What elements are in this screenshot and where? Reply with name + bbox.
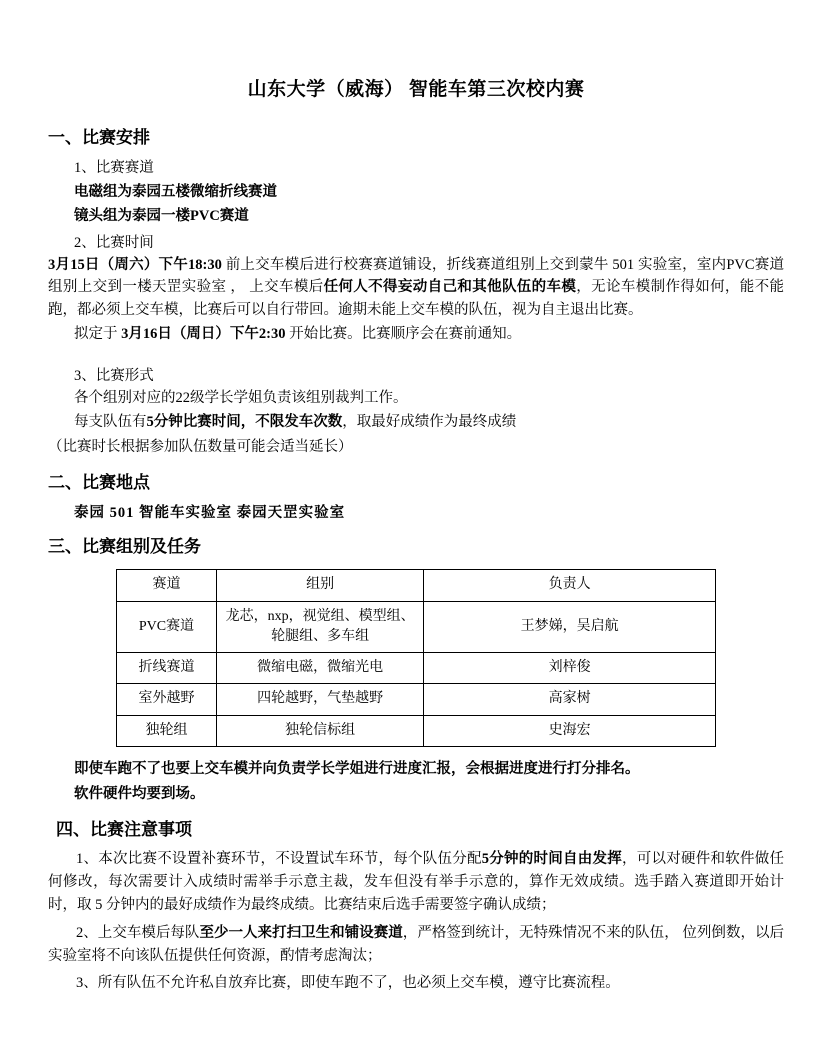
table-cell-owner: 史海宏	[424, 715, 716, 746]
table-row	[117, 653, 716, 684]
format-time-suffix: ，取最好成绩作为最终成绩	[342, 414, 517, 431]
table-header-group: 组别	[216, 570, 423, 601]
submit-deadline-text-b: ，无论车模制作得如何，能不能跑，都必须上交车模，比赛后可以自行带回。逾期未能上交车模的队伍，视为自主退出比赛。	[48, 279, 785, 318]
note-2-text-a: 2、上交车模后每队	[76, 924, 200, 941]
note-1-text-a: 1、本次比赛不设置补赛环节，不设置试车环节，每个队伍分配	[76, 851, 482, 868]
table-cell-owner: 高家树	[424, 684, 716, 715]
note-item-2	[48, 922, 784, 968]
table-row	[117, 601, 716, 653]
page-title: 山东大学（威海） 智能车第三次校内赛	[247, 79, 585, 100]
note-1-text-b: ，可以对硬件和软件做任何修改，每次需要计入成绩时需举手示意主裁，发车但没有举手示意的，算作无效成绩。选手踏入赛道即开始计时，取 5 分钟内的最好成绩作为最终成绩。比赛结束后选手需要签字确认成绩；	[48, 851, 784, 914]
no-tamper-warning: 任何人不得妄动自己和其他队伍的车模	[323, 279, 577, 296]
groups-table	[116, 569, 716, 747]
table-cell-owner: 刘梓俊	[424, 653, 716, 684]
section-one-item1-label: 1、比赛赛道	[74, 160, 154, 176]
table-cell-track: 折线赛道	[117, 653, 217, 684]
submit-deadline-text-a: 前上交车模后进行校赛赛道铺设，折线赛道组别上交到蒙牛 501 实验室，室内PVC赛道组别上交到一楼天罡实验室 ， 上交车模后	[48, 257, 785, 296]
note-item-1	[48, 848, 784, 918]
note-1-bold: 5分钟的时间自由发挥	[481, 851, 622, 868]
competition-location: 泰园 501 智能车实验室 泰园天罡实验室	[74, 505, 346, 522]
note-2-bold: 至少一人来打扫卫生和铺设赛道	[199, 924, 403, 941]
note-2-text-b: ，严格签到统计，无特殊情况不来的队伍， 位列倒数，以后实验室将不向该队伍提供任何资源，酌情考虑淘汰；	[48, 924, 785, 964]
table-row	[117, 684, 716, 715]
track-line-electromagnetic: 电磁组为泰园五楼微缩折线赛道	[74, 184, 277, 200]
table-cell-group: 独轮信标组	[216, 715, 423, 746]
section-heading-three: 三、比赛组别及任务	[48, 537, 201, 557]
table-header-row	[117, 570, 716, 601]
note-item-3	[48, 972, 784, 995]
table-cell-group: 龙芯，nxp，视觉组、模型组、轮腿组、多车组	[216, 601, 423, 653]
table-cell-track: 独轮组	[117, 715, 217, 746]
start-date: 3月16日（周日）下午2:30	[121, 326, 286, 343]
start-suffix: 开始比赛。比赛顺序会在赛前通知。	[285, 326, 522, 343]
table-cell-owner: 王梦娣，吴启航	[424, 601, 716, 653]
hardware-software-notice: 软件硬件均要到场。	[74, 786, 205, 803]
format-time-note	[74, 411, 784, 433]
format-referee-note: 各个组别对应的22级学长学姐负责该组别裁判工作。	[74, 389, 408, 406]
table-row	[117, 715, 716, 746]
start-prefix: 拟定于	[74, 326, 122, 343]
note-3-text: 3、所有队伍不允许私自放弃比赛，即使车跑不了，也必须上交车模，遵守比赛流程。	[76, 975, 620, 991]
table-header-owner: 负责人	[424, 570, 716, 601]
format-extend-note: （比赛时长根据参加队伍数量可能会适当延长）	[48, 438, 353, 455]
progress-report-notice: 即使车跑不了也要上交车模并向负责学长学姐进行进度汇报，会根据进度进行打分排名。	[74, 761, 640, 778]
table-cell-group: 微缩电磁，微缩光电	[216, 653, 423, 684]
table-header-track: 赛道	[117, 570, 217, 601]
format-time-bold: 5分钟比赛时间，不限发车次数	[146, 414, 343, 431]
section-heading-two: 二、比赛地点	[48, 473, 150, 493]
table-cell-track: 室外越野	[117, 684, 217, 715]
competition-time-paragraph	[48, 254, 784, 321]
section-one-item3-label: 3、比赛形式	[74, 367, 154, 384]
table-cell-track: PVC赛道	[117, 601, 217, 653]
track-line-camera: 镜头组为泰园一楼PVC赛道	[74, 208, 249, 224]
competition-start-paragraph	[74, 323, 784, 345]
section-heading-one: 一、比赛安排	[48, 128, 150, 147]
section-heading-four: 四、比赛注意事项	[56, 820, 192, 840]
submit-deadline-date: 3月15日（周六）下午18:30	[48, 257, 222, 273]
section-one-item2-label: 2、比赛时间	[74, 235, 154, 251]
table-cell-group: 四轮越野，气垫越野	[216, 684, 423, 715]
format-time-prefix: 每支队伍有	[74, 414, 147, 431]
